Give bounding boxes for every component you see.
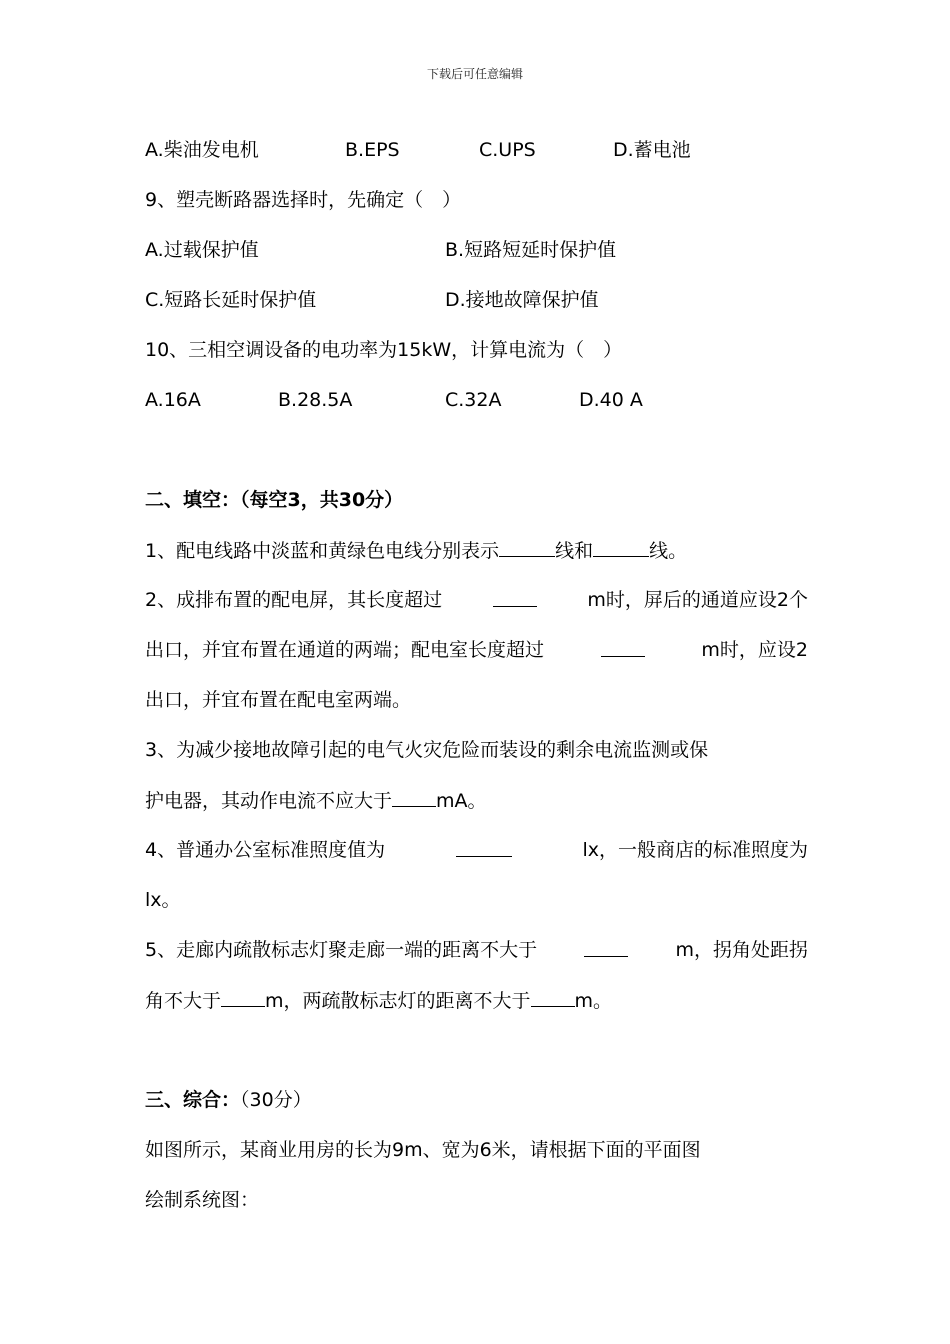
section2-heading [145, 484, 810, 534]
fill-item-3-line1: 3、为减少接地故障引起的电气火灾危险而装设的剩余电流监测或保 [145, 739, 709, 761]
q8-options [145, 134, 810, 184]
q10-option-a: A.16A [145, 389, 201, 411]
answer-blank [221, 984, 265, 1007]
fill-item-1: 1、配电线路中淡蓝和黄绿色电线分别表示 线和 线。 [145, 534, 810, 584]
section2-title: 二、填空： [145, 489, 241, 511]
section3-paragraph-line1: 如图所示，某商业用房的长为9m、宽为6米，请根据下面的平面图 [145, 1139, 701, 1161]
q9-option-a: A.过载保护值 [145, 239, 259, 261]
answer-blank [456, 834, 512, 857]
fill-item-2-line1: 2、成排布置的配电屏，其长度超过 m时，屏后的通道应设2个 [145, 584, 808, 634]
spacer [145, 1034, 810, 1084]
q9-options-row1 [145, 234, 810, 284]
answer-blank [493, 584, 537, 607]
q10-option-c: C.32A [445, 389, 502, 411]
q8-option-d: D.蓄电池 [613, 139, 691, 161]
section2-score: （每空3，共30分） [240, 489, 404, 511]
fill-item-3-line2: 护电器，其动作电流不应大于 mA。 [145, 784, 810, 834]
section3-heading [145, 1084, 810, 1134]
q10-option-d: D.40 A [579, 389, 643, 411]
section3-paragraph-line2: 绘制系统图： [145, 1189, 260, 1211]
q10-option-b: B.28.5A [278, 389, 353, 411]
q8-option-c: C.UPS [479, 139, 536, 161]
fill-item-4-line1: 4、普通办公室标准照度值为 lx，一般商店的标准照度为 [145, 834, 808, 884]
section3-title: 三、综合： [145, 1089, 241, 1111]
q9-options-row2 [145, 284, 810, 334]
fill-item-2-line2: 出口，并宜布置在通道的两端；配电室长度超过 m时，应设2 [145, 634, 808, 684]
q8-option-a: A.柴油发电机 [145, 139, 259, 161]
fill-item-2-line3: 出口，并宜布置在配电室两端。 [145, 689, 412, 711]
answer-blank [392, 784, 436, 807]
fill-item-4-line2: lx。 [145, 889, 181, 911]
fill-item-5-line1: 5、走廊内疏散标志灯聚走廊一端的距离不大于 m，拐角处距拐 [145, 934, 808, 984]
fill-item-5-line2: 角不大于 m，两疏散标志灯的距离不大于 m。 [145, 984, 810, 1034]
answer-blank [601, 634, 645, 657]
answer-blank [531, 984, 575, 1007]
spacer [145, 434, 810, 484]
q10-options [145, 384, 810, 434]
answer-blank [584, 934, 628, 957]
answer-blank [593, 534, 649, 557]
q8-option-b: B.EPS [345, 139, 400, 161]
q9-stem: 9、塑壳断路器选择时，先确定（ ） [145, 189, 462, 211]
section3-score: （30分） [240, 1089, 312, 1111]
q10-stem: 10、三相空调设备的电功率为15kW，计算电流为（ ） [145, 339, 623, 361]
q9-option-c: C.短路长延时保护值 [145, 289, 317, 311]
q9-option-b: B.短路短延时保护值 [445, 239, 617, 261]
q9-option-d: D.接地故障保护值 [445, 289, 599, 311]
document-body [145, 134, 810, 1234]
page-header: 下载后可任意编辑 [426, 67, 523, 81]
answer-blank [499, 534, 555, 557]
